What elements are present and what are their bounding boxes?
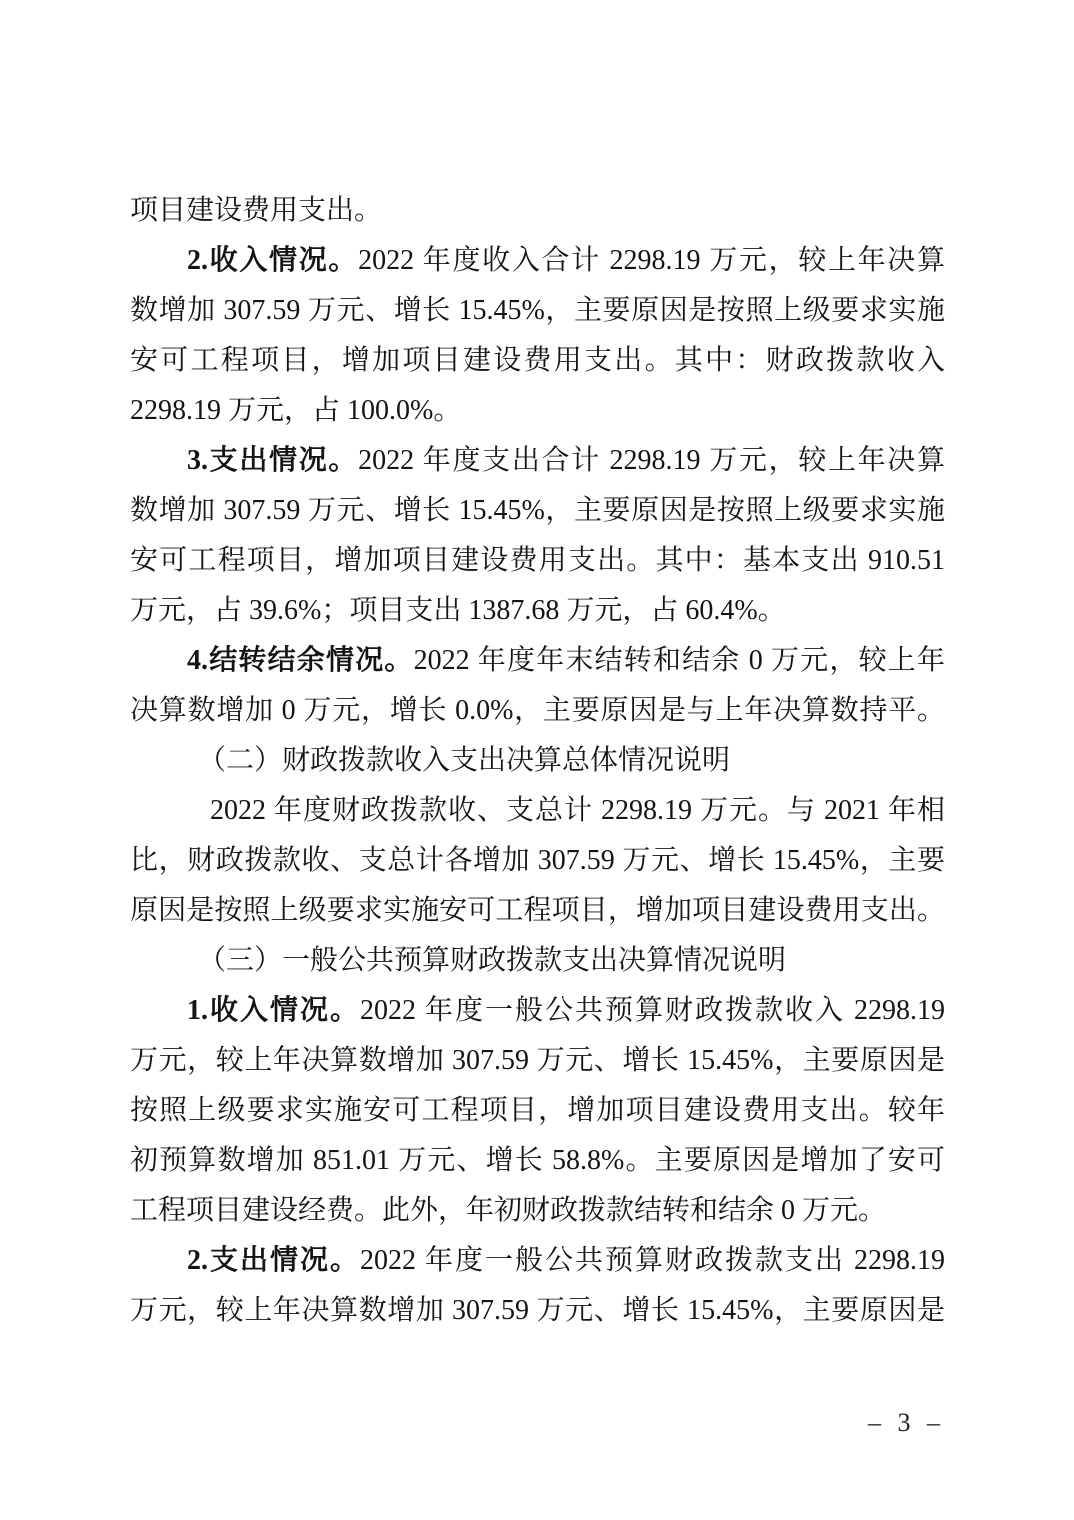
text-line: 2022 年度财政拨款收、支总计 2298.19 万元。与 2021 年相 [210,795,945,826]
section-heading-2 [130,736,945,786]
text-line: 按照上级要求实施安可工程项目，增加项目建设费用支出。较年 [130,1095,945,1126]
paragraph-income [130,236,945,436]
text-line: （三）一般公共预算财政拨款支出决算情况说明 [198,945,787,976]
text-line: 2.支出情况。2022 年度一般公共预算财政拨款支出 2298.19 [187,1245,945,1276]
paragraph-number-label: 2.收入情况。 [187,245,359,276]
text-line: 3.支出情况。2022 年度支出合计 2298.19 万元，较上年决算 [187,445,945,476]
page-number: – 3 – [868,1408,945,1437]
document-body [130,186,945,1336]
text-line: 万元，较上年决算数增加 307.59 万元、增长 15.45%，主要原因是 [130,1295,945,1326]
text-line: 4.结转结余情况。2022 年度年末结转和结余 0 万元，较上年 [187,645,945,676]
paragraph-number-label: 1.收入情况。 [187,995,360,1026]
text-line: 万元，占 39.6%；项目支出 1387.68 万元，占 60.4%。 [130,595,786,626]
paragraph-budget-income [130,986,945,1236]
section-heading-3 [130,936,945,986]
text-line: （二）财政拨款收入支出决算总体情况说明 [198,745,731,776]
paragraph-number-label: 2.支出情况。 [187,1245,360,1276]
paragraph-expenditure [130,436,945,636]
paragraph-budget-expenditure [130,1236,945,1336]
text-line: 比，财政拨款收、支总计各增加 307.59 万元、增长 15.45%，主要 [130,845,945,876]
paragraph-number-label: 3.支出情况。 [187,445,359,476]
text-line: 工程项目建设经费。此外，年初财政拨款结转和结余 0 万元。 [130,1195,887,1226]
paragraph-number-label: 4.结转结余情况。 [187,645,414,676]
paragraph-carryover [130,636,945,736]
text-line: 2298.19 万元，占 100.0%。 [130,395,462,426]
text-line: 数增加 307.59 万元、增长 15.45%，主要原因是按照上级要求实施 [130,295,945,326]
text-line: 决算数增加 0 万元，增长 0.0%，主要原因是与上年决算数持平。 [130,695,945,726]
text-line: 2.收入情况。2022 年度收入合计 2298.19 万元，较上年决算 [187,245,945,276]
paragraph-continuation [130,186,945,236]
paragraph-fiscal-total [130,786,945,936]
text-line: 1.收入情况。2022 年度一般公共预算财政拨款收入 2298.19 [187,995,945,1026]
text-line: 安可工程项目，增加项目建设费用支出。其中：基本支出 910.51 [130,545,945,576]
text-line: 安可工程项目，增加项目建设费用支出。其中：财政拨款收入 [130,345,945,376]
text-line: 初预算数增加 851.01 万元、增长 58.8%。主要原因是增加了安可 [130,1145,945,1176]
text-line: 万元，较上年决算数增加 307.59 万元、增长 15.45%，主要原因是 [130,1045,945,1076]
text-line: 原因是按照上级要求实施安可工程项目，增加项目建设费用支出。 [130,895,945,926]
text-line: 数增加 307.59 万元、增长 15.45%，主要原因是按照上级要求实施 [130,495,945,526]
text-line: 项目建设费用支出。 [130,195,383,226]
